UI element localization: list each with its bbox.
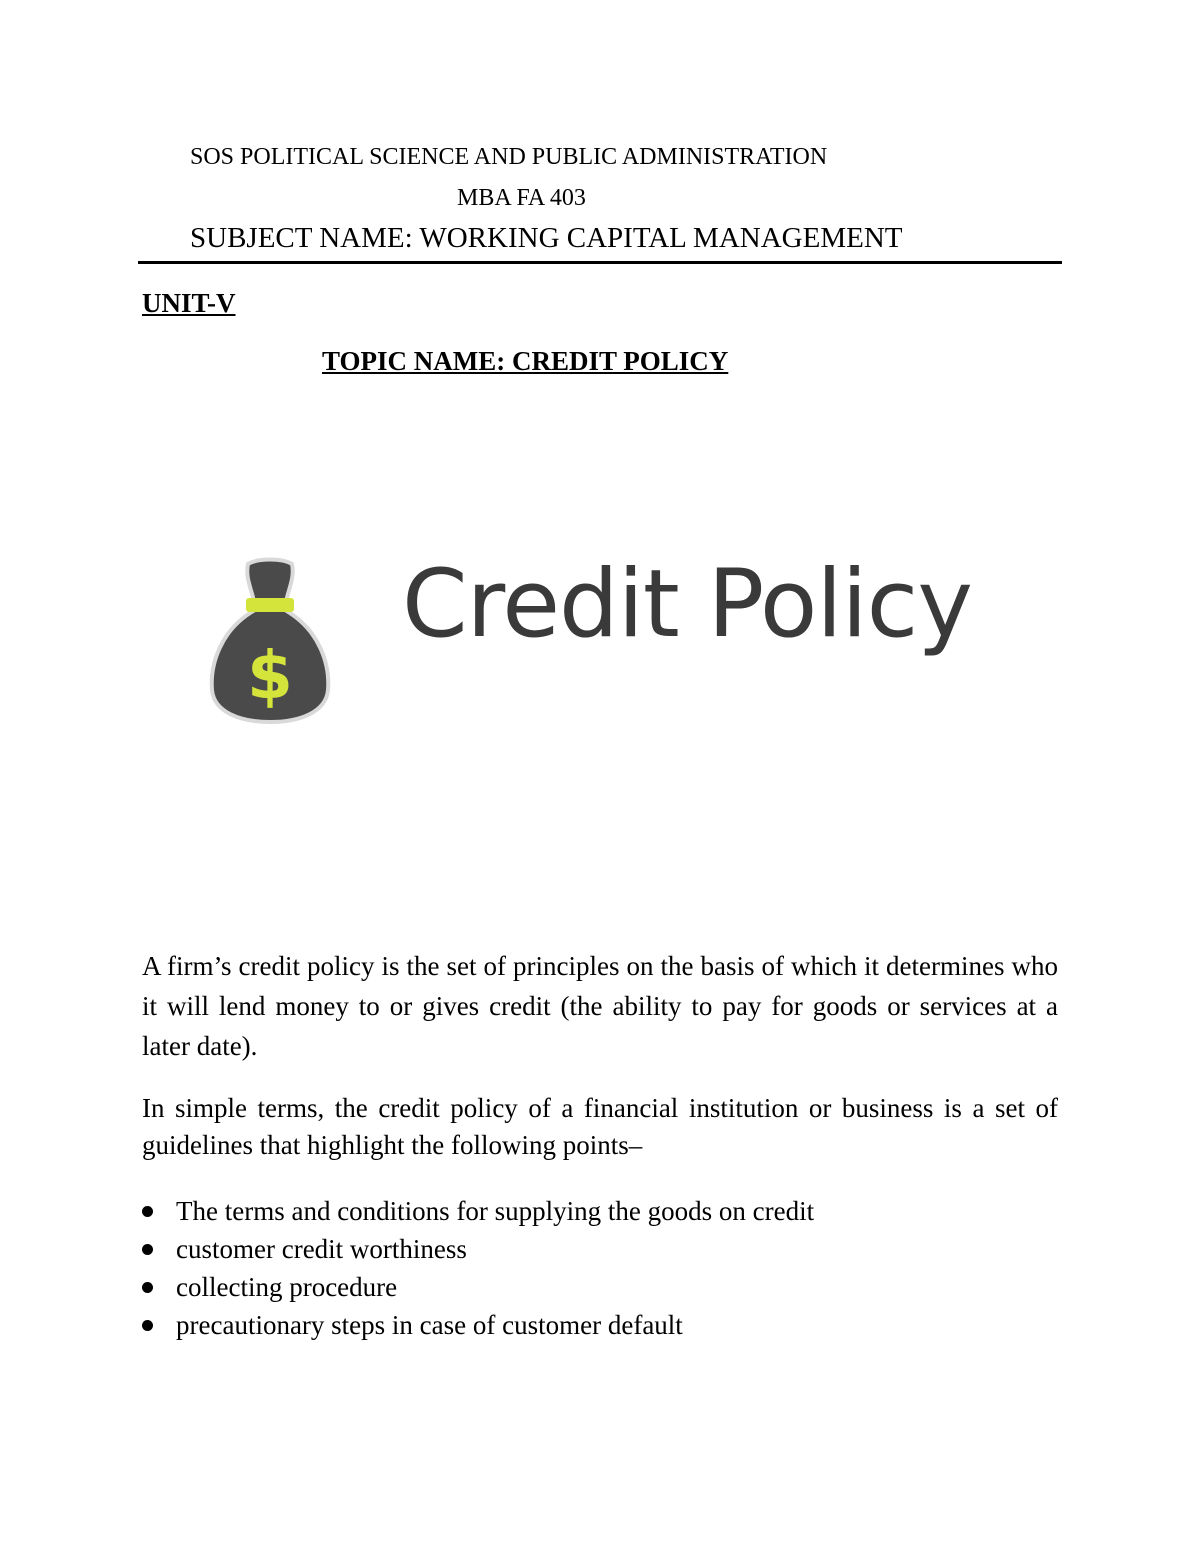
intro-paragraph: A firm’s credit policy is the set of principles on the basis of which it determines who it will lend money to or gives credit (the ability to pay for goods or services at a later date). (142, 951, 1058, 1061)
svg-text:$: $ (247, 637, 293, 714)
bullet-icon (142, 1282, 153, 1293)
course-code: MBA FA 403 (457, 185, 586, 211)
list-item (142, 1230, 814, 1268)
list-item-text: customer credit worthiness (176, 1234, 467, 1264)
topic-title: TOPIC NAME: CREDIT POLICY (322, 346, 729, 376)
money-bag-dollar-icon (200, 550, 340, 740)
bullet-icon (142, 1206, 153, 1217)
header-divider (138, 261, 1062, 264)
credit-policy-logo (200, 550, 972, 740)
list-item (142, 1192, 814, 1230)
guidelines-paragraph: In simple terms, the credit policy of a financial institution or business is a set of guidelines that highlight the following points– (142, 1093, 1058, 1160)
department-heading: SOS POLITICAL SCIENCE AND PUBLIC ADMINISTRATION (190, 144, 828, 170)
list-item-text: collecting procedure (176, 1272, 398, 1302)
subject-title: SUBJECT NAME: WORKING CAPITAL MANAGEMENT (190, 222, 903, 254)
guidelines-list (142, 1192, 814, 1344)
list-item (142, 1268, 814, 1306)
unit-label: UNIT-V (142, 288, 236, 318)
list-item-text: The terms and conditions for supplying the goods on credit (176, 1196, 815, 1226)
bullet-icon (142, 1320, 153, 1331)
list-item-text: precautionary steps in case of customer default (176, 1310, 683, 1340)
list-item (142, 1306, 814, 1344)
bullet-icon (142, 1244, 153, 1255)
logo-text: Credit Policy (402, 550, 972, 659)
